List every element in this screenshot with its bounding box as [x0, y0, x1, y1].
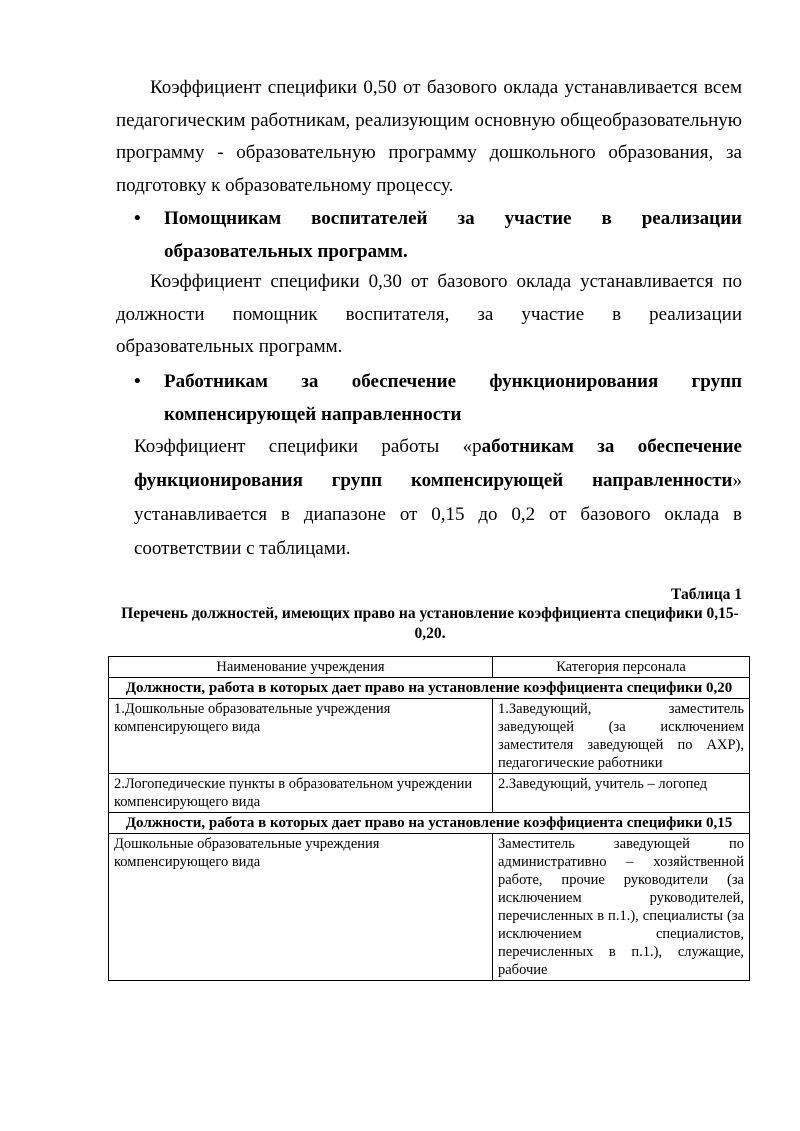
paragraph-coefficient-050: Коэффициент специфики 0,50 от базового оклада устанавливается всем педагогическим работникам, реализующим основную общеобразовательную программу - образовательную программу дошкольного образования, за подготовку к образовательному процессу.	[116, 77, 742, 196]
bullet-line-1: Помощникам воспитателей за участие в реализации	[164, 208, 742, 229]
bullet-compensating-groups	[134, 366, 742, 431]
paragraph-coefficient-range	[134, 430, 742, 566]
table-section-row	[109, 813, 750, 834]
table-section-row	[109, 678, 750, 699]
bullet-dot-icon: •	[134, 371, 141, 392]
bullet-dot-icon: •	[134, 208, 141, 229]
bullet-line-2: компенсирующей направленности	[164, 403, 462, 425]
bullet-assistant-educators	[134, 203, 742, 268]
institution-cell: 1.Дошкольные образовательные учреждения компенсирующего вида	[109, 699, 493, 774]
table-title: Перечень должностей, имеющих право на установление коэффициента специфики 0,15-0,20.	[121, 605, 739, 642]
bullet-line-1: Работникам за обеспечение функционирования групп	[164, 371, 742, 392]
institution-cell: 2.Логопедические пункты в образовательном учреждении компенсирующего вида	[109, 774, 493, 813]
column-header-institution: Наименование учреждения	[109, 657, 493, 678]
paragraph-3-start: Коэффициент специфики работы «р	[134, 436, 482, 457]
category-cell: 1.Заведующий, заместитель заведующей (за исключением заместителя заведующей по АХР), педагогические работники	[493, 699, 750, 774]
column-header-category: Категория персонала	[493, 657, 750, 678]
section-heading-020: Должности, работа в которых дает право на установление коэффициента специфики 0,20	[109, 678, 750, 699]
paragraph-coefficient-030: Коэффициент специфики 0,30 от базового оклада устанавливается по должности помощник воспитателя, за участие в реализации образовательных программ.	[116, 271, 742, 357]
table-row	[109, 834, 750, 981]
institution-cell: Дошкольные образовательные учреждения компенсирующего вида	[109, 834, 493, 981]
table-row	[109, 774, 750, 813]
table-header-row	[109, 657, 750, 678]
category-cell: Заместитель заведующей по административно – хозяйственной работе, прочие руководители (за исключением руководителей, перечисленных в п.1.), специалисты (за исключением специалистов, перечисленных в п.1.), служащие, рабочие	[493, 834, 750, 981]
table-number: Таблица 1	[671, 586, 742, 603]
bullet-line-2: образовательных программ.	[164, 240, 408, 262]
table-row	[109, 699, 750, 774]
paragraph-3-end: » устанавливается в диапазоне от 0,15 до 0,2 от базового оклада в соответствии с таблицами.	[134, 470, 742, 559]
positions-table	[108, 656, 750, 981]
category-cell: 2.Заведующий, учитель – логопед	[493, 774, 750, 813]
paragraph-3-bold: аботникам за обеспечение функционирования групп компенсирующей направленности	[134, 436, 742, 491]
section-heading-015: Должности, работа в которых дает право на установление коэффициента специфики 0,15	[109, 813, 750, 834]
